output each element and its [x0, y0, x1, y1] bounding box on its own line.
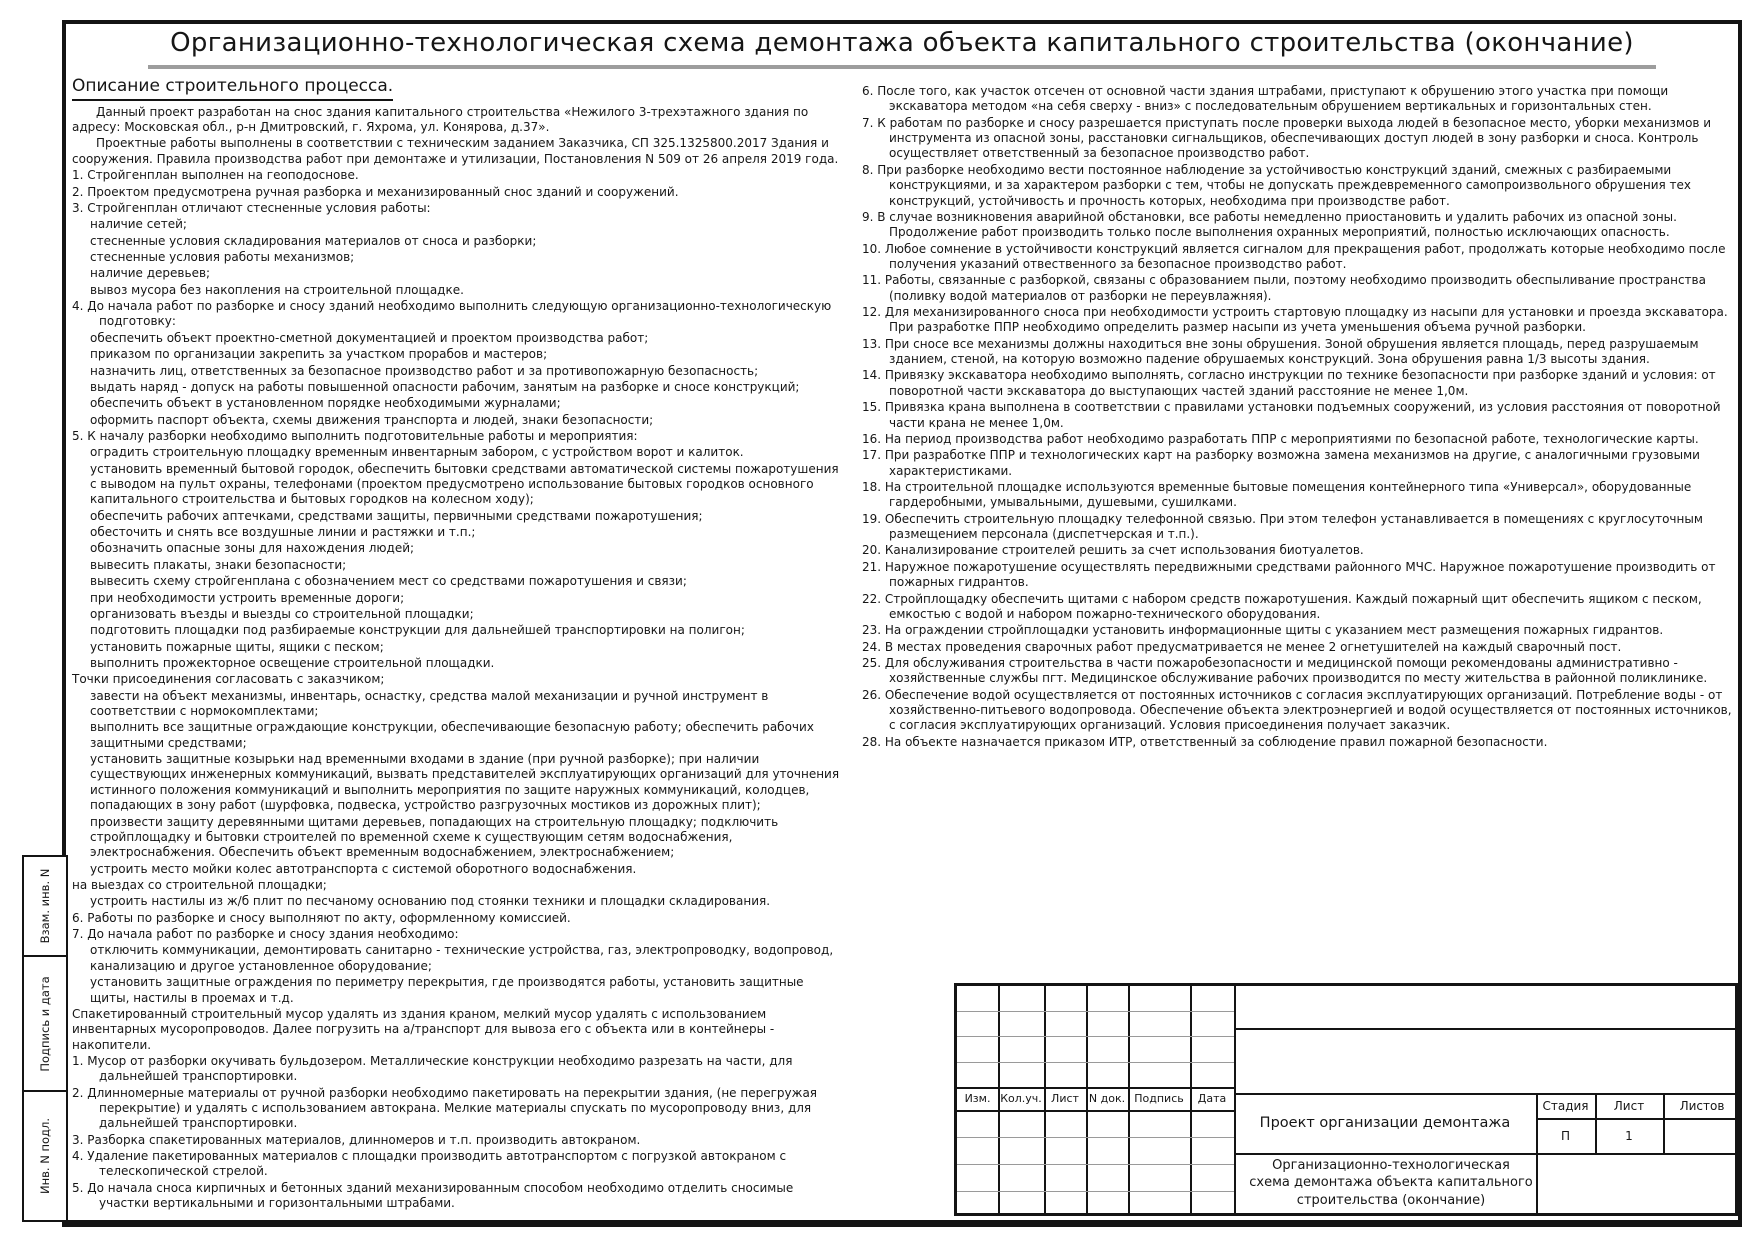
rev-header-koluch: Кол.уч. — [1000, 1092, 1042, 1105]
paragraph: 7. К работам по разборке и сносу разрешается приступать после проверки выхода людей в безопасное место, уборки механизмов и инструмента из опасной зоны, расстановки сигнальщиков, обеспечивающих доступ людей в зону разборки и сноса. Контроль осуществляет ответственный за безопасное производство работ. — [862, 115, 1712, 161]
paragraph: 7. До начала работ по разборке и сносу здания необходимо: — [72, 927, 459, 942]
paragraph: обеспечить рабочих аптечками, средствами защиты, первичными средствами пожаротушения; — [90, 508, 703, 523]
page-title-text: Организационно-технологическая схема демонтажа объекта капитального строительства (окончание) — [148, 28, 1656, 69]
paragraph: 9. В случае возникновения аварийной обстановки, все работы немедленно приостановить и удалить рабочих из опасной зоны. Продолжение работ производить только после выполнения охранных мероприятий, полностью исключающих опасность. — [862, 209, 1677, 240]
stamp-line — [957, 1164, 1234, 1165]
paragraph: 6. Работы по разборке и сносу выполняют по акту, оформленному комиссией. — [72, 910, 571, 925]
paragraph: 2. Длинномерные материалы от ручной разборки необходимо пакетировать на перекрытии здания, (не перегружая перекрытие) и удалять с использованием автокрана. Мелкие материалы спускать по мусоропроводу вниз, для дальнейшей транспортировки. — [72, 1085, 818, 1131]
paragraph: 4. Удаление пакетированных материалов с площадки производить автотранспортом с погрузкой автокраном с телескопической стрелой. — [72, 1149, 787, 1179]
paragraph: обозначить опасные зоны для нахождения людей; — [90, 541, 415, 556]
stamp-line — [957, 1137, 1234, 1138]
stamp-line — [957, 1062, 1234, 1063]
paragraph: 5. К началу разборки необходимо выполнить подготовительные работы и мероприятия: — [72, 428, 638, 443]
rev-header-izm: Изм. — [964, 1092, 991, 1105]
stage-header: Стадия — [1542, 1098, 1589, 1113]
margin-label-podpis-data: Подпись и дата — [38, 975, 52, 1072]
paragraph: 11. Работы, связанные с разборкой, связаны с образованием пыли, поэтому необходимо производить обеспыливание пространства (поливку водой материалов от разборки не переувлажняя). — [862, 273, 1706, 303]
doc-title-line: схема демонтажа объекта капитального — [1249, 1175, 1533, 1191]
doc-title — [1234, 1153, 1548, 1213]
doc-title-line: строительства (окончание) — [1296, 1192, 1486, 1208]
right-text-column — [862, 84, 1736, 751]
paragraph: 17. При разработке ППР и технологических карт на разборку возможна замена механизмов на другие, с аналогичными грузовыми характеристиками. — [862, 448, 1700, 478]
left-text-column — [72, 76, 844, 1213]
margin-label-vzam-inv: Взам. инв. N — [38, 868, 52, 944]
paragraph: 8. При разборке необходимо вести постоянное наблюдение за устойчивостью конструкций зданий, смежных с разбираемыми конструкциями, и за характером разборки с тем, чтобы не допускать преждевременного самопроизвольного обрушения тех конструкций, устойчивость и прочность которых, необходима при производстве работ. — [862, 162, 1691, 208]
paragraph: 3. Стройгенплан отличают стесненные условия работы: — [72, 200, 431, 215]
paragraph: выполнить прожекторное освещение строительной площадки. — [90, 655, 495, 670]
paragraph: установить защитные ограждения по периметру перекрытия, где производятся работы, установить защитные щиты, настилы в проемах и т.д. — [90, 975, 804, 1005]
paragraph: установить временный бытовой городок, обеспечить бытовки средствами автоматической системы пожаротушения с выводом на пульт охраны, телефонами (проектом предусмотрено использование бытовых городков основного капитального строительства и бытовых городков на колесном ходу); — [90, 461, 839, 507]
paragraph: произвести защиту деревянными щитами деревьев, попадающих на строительную площадку; подключить стройплощадку и бытовки строителей по временной схеме к существующим сетям водоснабжения, электроснабжения. Обеспечить объект временным водоснабжением, электроснабжением; — [90, 814, 779, 860]
left-paragraph-list — [72, 105, 844, 1212]
paragraph: 6. После того, как участок отсечен от основной части здания штрабами, приступают к обрушению этого участка при помощи экскаватора методом «на себя сверху - вниз» с последовательным обрушением вертикальных и горизонтальных стен. — [862, 84, 1669, 114]
paragraph: 15. Привязка крана выполнена в соответствии с правилами установки подъемных сооружений, из условия расстояния от поворотной части крана не менее 1,0м. — [862, 400, 1721, 430]
paragraph: 21. Наружное пожаротушение осуществлять передвижными средствами районного МЧС. Наружное пожаротушение производить от пожарных гидрантов. — [862, 559, 1716, 590]
paragraph: оградить строительную площадку временным инвентарным забором, с устройством ворот и калиток. — [90, 445, 744, 460]
rev-header-data: Дата — [1197, 1092, 1227, 1105]
rev-header-podpis: Подпись — [1134, 1092, 1184, 1105]
paragraph: организовать въезды и выезды со строительной площадки; — [90, 606, 474, 621]
margin-box-inv-podl — [22, 1090, 68, 1222]
stamp-line — [957, 1011, 1234, 1012]
paragraph: установить пожарные щиты, ящики с песком; — [90, 639, 384, 654]
paragraph: 4. До начала работ по разборке и сносу зданий необходимо выполнить следующую организационно-технологическую подготовку: — [72, 299, 832, 329]
paragraph: обесточить и снять все воздушные линии и растяжки и т.п.; — [90, 525, 476, 540]
paragraph: 10. Любое сомнение в устойчивости конструкций является сигналом для прекращения работ, продолжать которые необходимо после получения указаний отвественного за безопасное производство работ. — [862, 241, 1726, 271]
page-title — [62, 28, 1742, 69]
paragraph: назначить лиц, ответственных за безопасное производство работ и за противопожарную безопасность; — [90, 363, 759, 378]
paragraph: наличие деревьев; — [90, 266, 211, 281]
paragraph: 26. Обеспечение водой осуществляется от постоянных источников с согласия эксплуатирующих организаций. Потребление воды - от хозяйственно-питьевого водопровода. Обеспечение объекта электроэнергией и водой осуществляется от постоянных источников, с согласия эксплуатирующих организаций. Условия присоединения получает заказчик. — [862, 687, 1732, 733]
stamp-line — [957, 1191, 1234, 1192]
paragraph: вывесить схему стройгенплана с обозначением мест со средствами пожаротушения и связи; — [90, 574, 687, 589]
paragraph: 19. Обеспечить строительную площадку телефонной связью. При этом телефон устанавливается в помещениях с круглосуточным размещением персонала (диспетчерская и т.п.). — [862, 511, 1703, 542]
sheets-value — [1663, 1118, 1741, 1153]
paragraph: обеспечить объект проектно-сметной документацией и проектом производства работ; — [90, 330, 649, 345]
paragraph: 1. Мусор от разборки окучивать бульдозером. Металлические конструкции необходимо разрезать на части, для дальнейшей транспортировки. — [72, 1053, 793, 1084]
rev-header-list: Лист — [1051, 1092, 1079, 1105]
title-block — [954, 983, 1738, 1216]
stamp-line — [957, 1036, 1234, 1037]
paragraph: установить защитные козырьки над временными входами в здание (при ручной разборке); при наличии существующих инженерных коммуникаций, вызвать представителей эксплуатирующих организаций для уточнения истинного положения коммуникаций и выполнить мероприятия по защите наружных коммуникаций, колодцев, попадающих в зону работ (шурфовка, подвеска, устройство разгрузочных мостиков из дорожных плит); — [90, 752, 840, 813]
project-name: Проект организации демонтажа — [1259, 1115, 1511, 1131]
stamp-line — [957, 1110, 1234, 1112]
paragraph: на выездах со строительной площадки; — [72, 878, 327, 892]
paragraph: 1. Стройгенплан выполнен на геоподоснове. — [72, 168, 359, 183]
paragraph: Спакетированный строительный мусор удалять из здания краном, мелкий мусор удалять с использованием инвентарных мусоропроводов. Далее погрузить на а/транспорт для вывоза его с объекта или в контейнеры - накопители. — [72, 1006, 775, 1052]
paragraph: выдать наряд - допуск на работы повышенной опасности рабочим, занятым на разборке и сносе конструкций; — [90, 379, 800, 394]
paragraph: оформить паспорт объекта, схемы движения транспорта и людей, знаки безопасности; — [90, 412, 654, 427]
paragraph: завести на объект механизмы, инвентарь, оснастку, средства малой механизации и ручной инструмент в соответствии с нормокомплектами; — [90, 688, 769, 719]
paragraph: 28. На объекте назначается приказом ИТР, ответственный за соблюдение правил пожарной безопасности. — [862, 734, 1548, 749]
paragraph: стесненные условия складирования материалов от сноса и разборки; — [90, 233, 537, 248]
paragraph: 12. Для механизированного сноса при необходимости устроить стартовую площадку из насыпи для установки и проезда экскаватора. При разработке ППР необходимо определить размер насыпи из учета уменьшения объема ручной разборки. — [862, 305, 1728, 335]
right-paragraph-list — [862, 84, 1736, 750]
paragraph: подготовить площадки под разбираемые конструкции для дальнейшей транспортировки на полигон; — [90, 623, 745, 638]
paragraph: 22. Стройплощадку обеспечить щитами с набором средств пожаротушения. Каждый пожарный щит обеспечить ящиком с песком, емкостью с водой и набором пожарно-технического оборудования. — [862, 591, 1702, 621]
paragraph: стесненные условия работы механизмов; — [90, 249, 355, 264]
paragraph: приказом по организации закрепить за участком прорабов и мастеров; — [90, 347, 548, 362]
paragraph: обеспечить объект в установленном порядке необходимыми журналами; — [90, 396, 561, 411]
paragraph: Проектные работы выполнены в соответствии с техническим заданием Заказчика, СП 325.1325800.2017 Здания и сооружения. Правила производства работ при демонтаже и утилизации, Постановления N 509 от 26 апреля 2019 года. — [72, 136, 839, 166]
paragraph: 13. При сносе все механизмы должны находиться вне зоны обрушения. Зоной обрушения является площадь, перед разрушаемым зданием, стеной, на которую возможно падение обрушаемых конструкций. Зона обрушения равна 1/3 высоты здания. — [862, 336, 1699, 367]
paragraph: 2. Проектом предусмотрена ручная разборка и механизированный снос зданий и сооружений. — [72, 184, 679, 199]
margin-label-inv-podl: Инв. N подл. — [38, 1118, 52, 1194]
paragraph: при необходимости устроить временные дороги; — [90, 590, 405, 605]
sheet-value: 1 — [1625, 1128, 1633, 1143]
sheets-header: Листов — [1679, 1098, 1725, 1113]
stage-value: П — [1560, 1128, 1571, 1143]
paragraph: вывоз мусора без накопления на строительной площадке. — [90, 282, 464, 297]
doc-title-line: Организационно-технологическая — [1272, 1157, 1510, 1173]
paragraph: устроить место мойки колес автотранспорта с системой оборотного водоснабжения. — [90, 861, 637, 876]
section-heading: Описание строительного процесса. — [72, 76, 393, 101]
paragraph: 18. На строительной площадке используются временные бытовые помещения контейнерного типа «Универсал», оборудованные гардеробными, умывальными, душевыми, сушилками. — [862, 479, 1692, 510]
paragraph: наличие сетей; — [90, 217, 187, 232]
paragraph: 5. До начала сноса кирпичных и бетонных зданий механизированным способом необходимо отделить сносимые участки вертикальными и горизонтальными штрабами. — [72, 1180, 794, 1211]
paragraph: вывесить плакаты, знаки безопасности; — [90, 557, 347, 572]
stamp-line — [1234, 1028, 1741, 1030]
margin-box-podpis-data — [22, 955, 68, 1092]
paragraph: 16. На период производства работ необходимо разработать ППР с мероприятиями по безопасной работе, технологические карты. — [862, 431, 1699, 446]
sheet-header: Лист — [1613, 1098, 1645, 1113]
paragraph: Точки присоединения согласовать с заказчиком; — [72, 672, 385, 687]
margin-box-vzam-inv — [22, 855, 68, 957]
paragraph: 3. Разборка спакетированных материалов, длинномеров и т.п. производить автокраном. — [72, 1132, 641, 1147]
paragraph: отключить коммуникации, демонтировать санитарно - технические устройства, газ, электропроводку, водопровод, канализацию и другое установленное оборудование; — [90, 943, 834, 973]
paragraph: 23. На ограждении стройплощадки установить информационные щиты с указанием мест размещения пожарных гидрантов. — [862, 623, 1664, 638]
rev-header-ndok: N док. — [1088, 1092, 1126, 1105]
paragraph: Данный проект разработан на снос здания капитального строительства «Нежилого 3-трехэтажного здания по адресу: Московская обл., р-н Дмитровский, г. Яхрома, ул. Конярова, д.37». — [72, 104, 809, 135]
paragraph: 24. В местах проведения сварочных работ предусматривается не менее 2 огнетушителей на каждый сварочный пост. — [862, 639, 1622, 654]
paragraph: 20. Канализирование строителей решить за счет использования биотуалетов. — [862, 543, 1364, 558]
paragraph: 25. Для обслуживания строительства в части пожаробезопасности и медицинской помощи рекомендованы административно - хозяйственные службы пгт. Медицинское обслуживание рабочих производится по месту жительства в районной поликлинике. — [862, 655, 1708, 686]
paragraph: выполнить все защитные ограждающие конструкции, обеспечивающие безопасную работу; обеспечить рабочих защитными средствами; — [90, 720, 814, 750]
paragraph: устроить настилы из ж/б плит по песчаному основанию под стоянки техники и площадки складирования. — [90, 894, 771, 909]
paragraph: 14. Привязку экскаватора необходимо выполнять, согласно инструкции по технике безопасности при разборке зданий и условия: от поворотной части экскаватора до выступающих частей зданий расстояние не менее 1,0м. — [862, 368, 1716, 398]
